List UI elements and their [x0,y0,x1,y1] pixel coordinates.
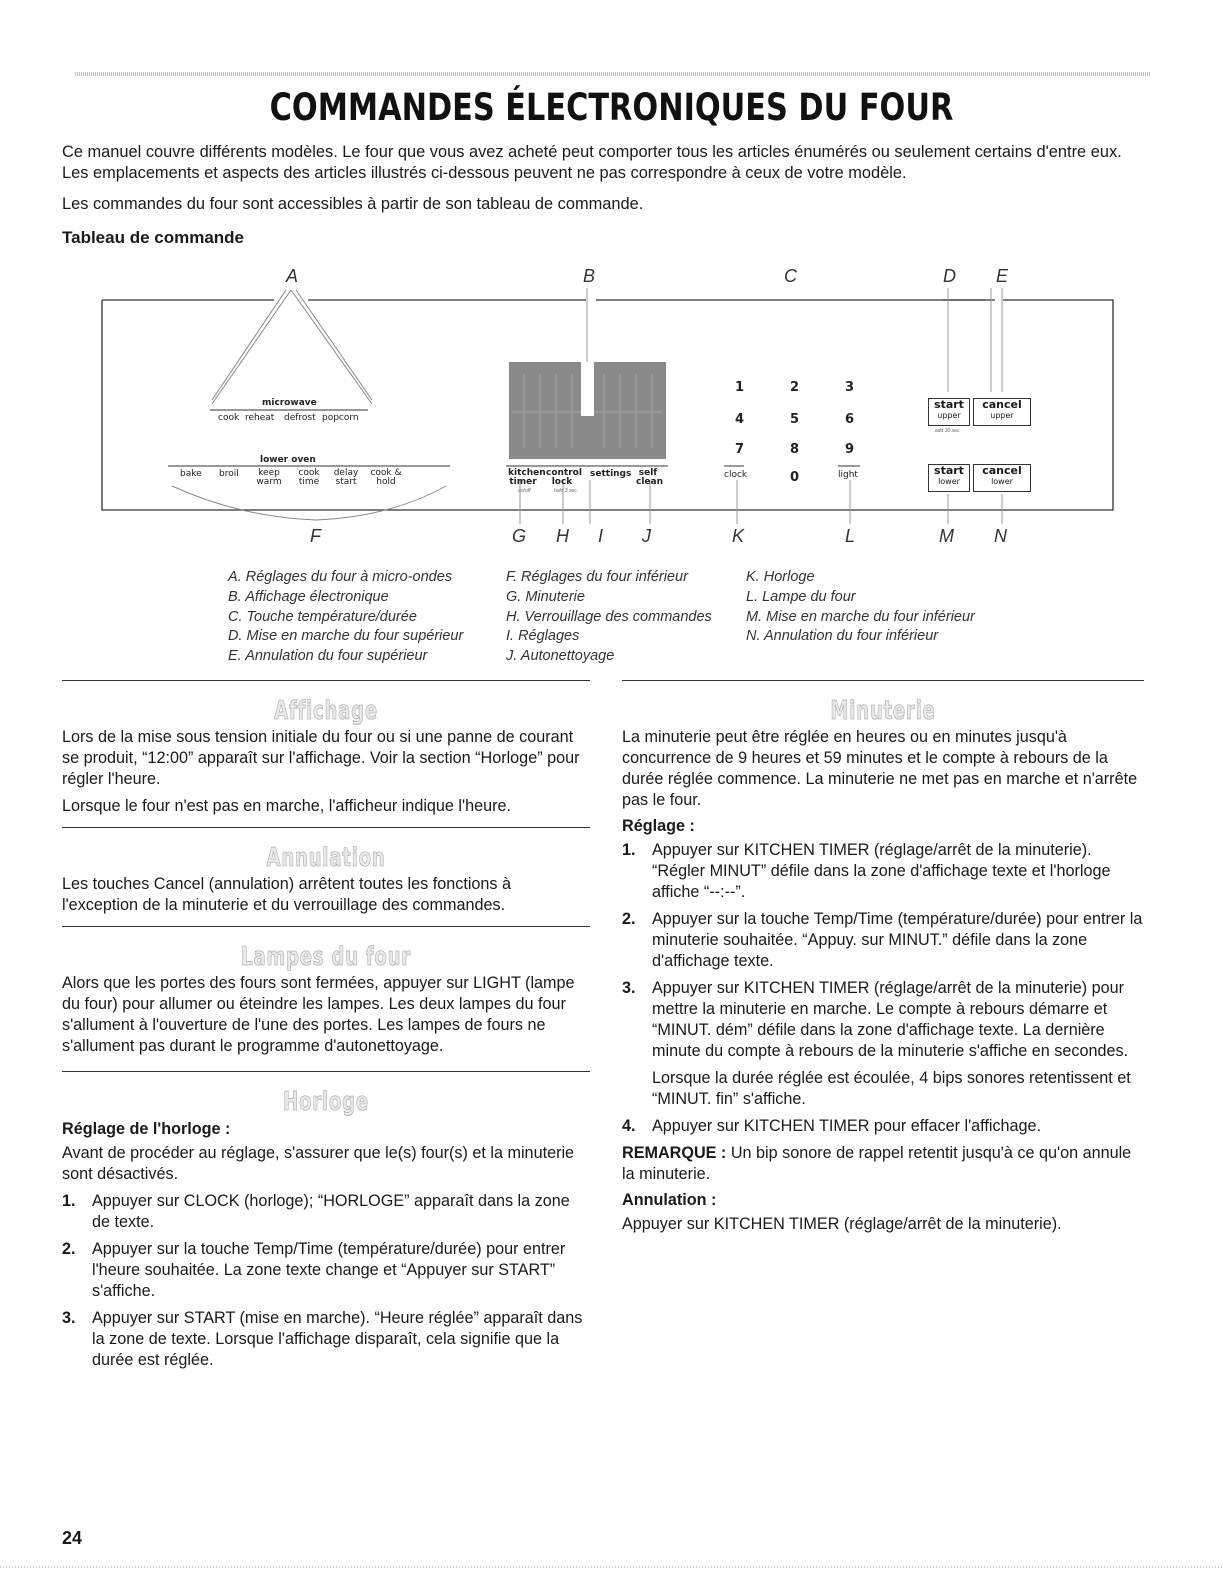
horloge-step-3: Appuyer sur START (mise en marche). “Heure réglée” apparaît dans la zone de texte. Lorsque l'affichage disparaît, cela signifie que la durée est réglée. [92,1309,583,1369]
page-number: 24 [62,1528,83,1548]
self-clean-button[interactable]: self clean [636,468,664,487]
horloge-step-1: Appuyer sur CLOCK (horloge); “HORLOGE” apparaît dans la zone de texte. [92,1192,570,1231]
callout-c: C [784,266,797,286]
callout-m: M [939,526,954,546]
cancel-upper-button[interactable] [973,398,1031,426]
cancel-lower-button[interactable] [973,464,1031,492]
lampes-heading: Lampes du four [241,942,411,972]
intro-paragraph-2: Les commandes du four sont accessibles à partir de son tableau de commande. [62,195,644,213]
minuterie-annulation-text: Appuyer sur KITCHEN TIMER (réglage/arrêt de la minuterie). [622,1215,1062,1233]
microwave-label: microwave [262,398,317,408]
keypad-2[interactable]: 2 [790,380,800,395]
lower-oven-label: lower oven [260,455,316,465]
affichage-heading: Affichage [274,696,378,726]
legend-item: A. Réglages du four à micro-ondes [228,569,453,585]
annulation-heading: Annulation [266,843,386,873]
keypad-8[interactable]: 8 [790,442,800,457]
section-rule [622,680,1144,681]
keypad-3[interactable]: 3 [845,380,855,395]
cook-hold-button[interactable]: cook & hold [370,468,402,487]
start-upper-button[interactable] [928,398,970,426]
microwave-cook-button[interactable]: cook [218,413,240,423]
settings-button[interactable]: settings [590,469,632,479]
left-column [62,680,590,1377]
minuterie-step-2: Appuyer sur la touche Temp/Time (température/durée) pour entrer la minuterie souhaitée. “Appuy. sur MINUT.” défile dans la zone d'affichage texte. [652,910,1143,970]
horloge-steps [62,1191,590,1371]
note-label: REMARQUE : [622,1144,727,1162]
list-item: 1. Appuyer sur CLOCK (horloge); “HORLOGE” apparaît dans la zone de texte. [62,1192,570,1231]
intro-paragraph-1: Ce manuel couvre différents modèles. Le four que vous avez acheté peut comporter tous les articles énumérés ou seulement certains d'entre eux. Les emplacements et aspects des articles illustrés ci-dessous peuvent ne pas correspondre à ceux de votre modèle. [62,143,1122,182]
horloge-subtitle: Réglage de l'horloge : [62,1120,231,1138]
cook-time-button[interactable]: cook time [298,468,320,487]
list-item: 2. Appuyer sur la touche Temp/Time (température/durée) pour entrer la minuterie souhaitée. “Appuy. sur MINUT.” défile dans la zone d'affichage texte. [622,910,1143,970]
keep-warm-button[interactable]: keep warm [256,468,282,487]
horloge-step-2: Appuyer sur la touche Temp/Time (température/durée) pour entrer l'heure souhaitée. La zone texte change et “Appuyer sur START” s'affiche. [92,1240,566,1300]
legend-item: N. Annulation du four inférieur [746,628,939,645]
bake-button[interactable]: bake [180,469,202,479]
timer-on-off-caption: on/off [518,488,531,494]
list-item: 3. Appuyer sur START (mise en marche). “Heure réglée” apparaît dans la zone de texte. Lorsque l'affichage disparaît, cela signifie que la durée est réglée. [62,1309,583,1369]
annulation-paragraph: Les touches Cancel (annulation) arrêtent toutes les fonctions à l'exception de la minuterie et du verrouillage des commandes. [62,875,512,914]
legend-col-3 [746,568,975,647]
lock-hold-caption: hold 3 sec. [554,488,579,494]
legend-item: B. Affichage électronique [228,588,389,605]
microwave-reheat-button[interactable]: reheat [245,413,275,423]
control-lock-button[interactable]: control lock [546,468,582,487]
callout-h: H [556,526,569,546]
section-rule [62,926,590,927]
panel-heading: Tableau de commande [62,228,245,247]
legend-item: F. Réglages du four inférieur [506,569,688,585]
keypad-4[interactable]: 4 [735,412,745,427]
keypad-1[interactable]: 1 [735,380,745,395]
callout-b: B [583,266,596,286]
intro [62,142,1147,225]
right-column [622,680,1144,1241]
keypad-7[interactable]: 7 [735,442,745,457]
delay-start-button[interactable]: delay start [333,468,359,487]
lampes-paragraph: Alors que les portes des fours sont fermées, appuyer sur LIGHT (lampe du four) pour allumer ou éteindre les lampes. Les deux lampes du four s'allument à l'ouverture de l'une des portes. Les lampes de fours ne s'allument pas durant le programme d'autonettoyage. [62,974,575,1055]
note-text: Un bip sonore de rappel retentit jusqu'à ce qu'on annule la minuterie. [622,1144,1132,1183]
keypad-6[interactable]: 6 [845,412,855,427]
legend-item: H. Verrouillage des commandes [506,608,712,625]
start-lower-label: start [934,464,964,477]
callout-l: L [845,526,856,546]
page-title: COMMANDES ÉLECTRONIQUES DU FOUR [269,86,954,129]
minuterie-step-3-extra: Lorsque la durée réglée est écoulée, 4 bips sonores retentissent et “MINUT. fin” s'affiche. [652,1069,1131,1108]
kitchen-timer-button[interactable]: kitchen timer [508,468,546,487]
cancel-upper-label: cancel [982,398,1022,411]
cancel-lower-label: cancel [982,464,1022,477]
legend-item: L. Lampe du four [746,588,856,605]
list-item: 4. Appuyer sur KITCHEN TIMER pour effacer l'affichage. [622,1117,1042,1135]
top-rule [75,72,1150,76]
microwave-defrost-button[interactable]: defrost [284,413,316,423]
section-rule [62,1071,590,1072]
legend-item: E. Annulation du four supérieur [228,648,428,665]
minuterie-annulation-heading: Annulation : [622,1191,717,1209]
keypad-9[interactable]: 9 [845,442,855,457]
cancel-lower-sub: lower [991,477,1013,486]
callout-g: G [512,526,527,546]
legend-item: M. Mise en marche du four inférieur [746,608,975,625]
bottom-rule [0,1566,1223,1568]
callout-k: K [732,526,745,546]
control-panel-illustration [0,262,1223,562]
legend-item: C. Touche température/durée [228,608,417,625]
legend-item: D. Mise en marche du four supérieur [228,628,464,645]
minuterie-step-1: Appuyer sur KITCHEN TIMER (réglage/arrêt de la minuterie). “Régler MINUT” défile dans la zone d'affichage texte et l'horloge affiche “--:--”. [652,841,1111,901]
section-rule [62,680,590,681]
callout-a: A [286,266,299,286]
horloge-paragraph: Avant de procéder au réglage, s'assurer que le(s) four(s) et la minuterie sont désactivés. [62,1144,575,1183]
callout-i: I [598,526,604,546]
callout-e: E [996,266,1009,286]
list-item: 3. Appuyer sur KITCHEN TIMER (réglage/arrêt de la minuterie) pour mettre la minuterie en marche. Le compte à rebours démarre et “MINUT. dém” défile dans la zone d'affichage texte. La dernière minute du compte à rebours de la minuterie s'affiche en secondes. Lorsque la durée réglée est écoulée, 4 bips sonores retentissent et “MINUT. fin” s'affiche. [622,978,1144,1110]
minuterie-step-4: Appuyer sur KITCHEN TIMER pour effacer l'affichage. [652,1117,1042,1135]
callout-f: F [310,526,321,546]
clock-button[interactable]: clock [724,470,748,480]
minuterie-heading: Minuterie [830,696,936,726]
affichage-paragraph-2: Lorsque le four n'est pas en marche, l'afficheur indique l'heure. [62,797,512,815]
minuterie-note [622,1143,1144,1185]
affichage-paragraph-1: Lors de la mise sous tension initiale du four ou si une panne de courant se produit, “12:00” apparaît sur l'affichage. Voir la section “Horloge” pour régler l'heure. [62,728,580,788]
start-lower-sub: lower [938,477,960,486]
legend-item: K. Horloge [746,569,815,585]
callout-d: D [943,266,956,286]
legend-item: J. Autonettoyage [506,648,615,665]
legend-col-1 [228,568,463,667]
minuterie-reglage-heading: Réglage : [622,817,695,835]
section-rule [62,827,590,828]
minuterie-steps [622,840,1144,1137]
broil-button[interactable]: broil [219,469,239,479]
callout-j: J [642,526,651,546]
keypad-5[interactable]: 5 [790,412,800,427]
minuterie-step-3: Appuyer sur KITCHEN TIMER (réglage/arrêt de la minuterie) pour mettre la minuterie en marche. Le compte à rebours démarre et “MINUT. dém” défile dans la zone d'affichage texte. La dernière minute du compte à rebours de la minuterie s'affiche en secondes. [652,979,1129,1060]
add-30-sec-caption: add 30 sec. [935,428,961,434]
legend-item: G. Minuterie [506,588,585,605]
list-item: 2. Appuyer sur la touche Temp/Time (température/durée) pour entrer l'heure souhaitée. La zone texte change et “Appuyer sur START” s'affiche. [62,1240,566,1300]
control-panel-diagram [0,262,1223,562]
cancel-upper-sub: upper [990,411,1014,420]
light-button[interactable]: light [838,470,858,480]
start-upper-sub: upper [937,411,961,420]
keypad-0[interactable]: 0 [790,470,800,485]
legend-item: I. Réglages [506,628,580,645]
microwave-popcorn-button[interactable]: popcorn [322,413,359,423]
horloge-heading: Horloge [283,1087,369,1117]
callout-n: N [994,526,1007,546]
legend-col-2 [506,568,712,667]
start-upper-label: start [934,398,964,411]
minuterie-paragraph: La minuterie peut être réglée en heures ou en minutes jusqu'à concurrence de 9 heures et 59 minutes et le compte à rebours de la durée réglée commence. La minuterie ne met pas en marche et n'arrête pas le four. [622,728,1138,809]
list-item: 1. Appuyer sur KITCHEN TIMER (réglage/arrêt de la minuterie). “Régler MINUT” défile dans la zone d'affichage texte et l'horloge affiche “--:--”. [622,841,1111,901]
start-lower-button[interactable] [928,464,970,492]
